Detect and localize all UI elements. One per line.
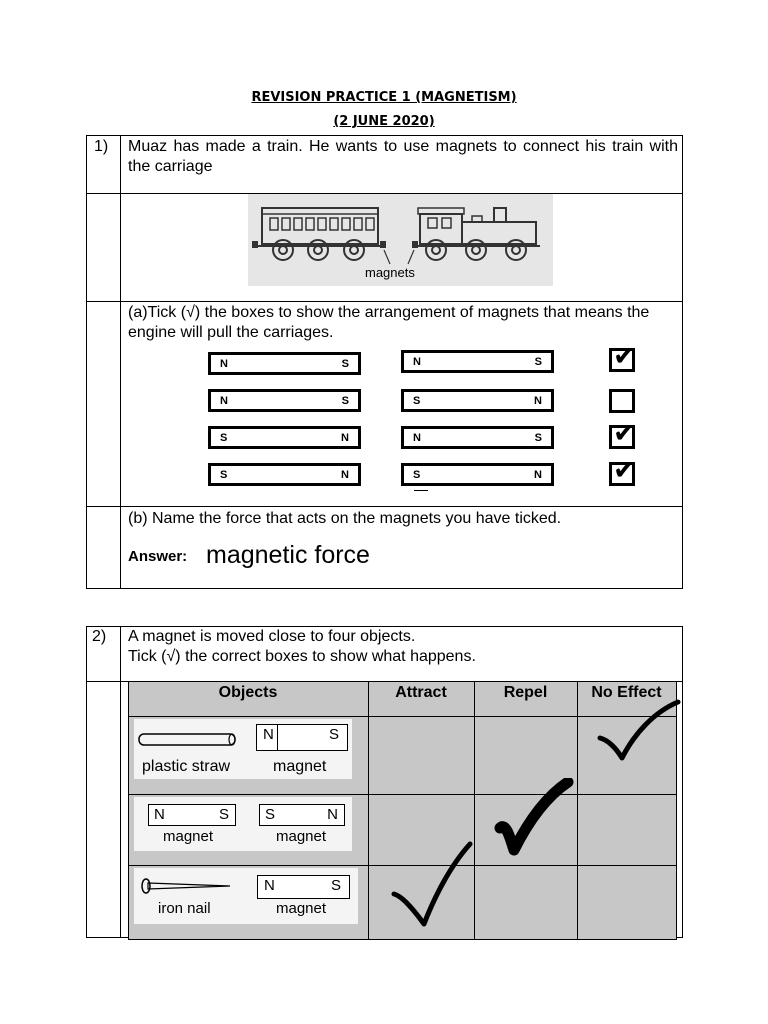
pole-label: N bbox=[220, 395, 228, 407]
header-no-effect: No Effect bbox=[591, 684, 662, 701]
pole-label: N bbox=[341, 469, 349, 481]
magnet-label: magnet bbox=[276, 900, 327, 917]
pole-label: N bbox=[534, 469, 542, 481]
pole-label: N bbox=[341, 432, 349, 444]
check-icon: ✔ bbox=[613, 455, 636, 486]
q2-column-divider bbox=[120, 626, 121, 938]
underline-mark bbox=[414, 490, 428, 491]
pole-label: S bbox=[413, 395, 421, 407]
pole-label: S bbox=[218, 806, 229, 823]
q1-row-divider bbox=[86, 506, 683, 507]
q2-line-1: A magnet is moved close to four objects. bbox=[128, 628, 416, 645]
pole-label: S bbox=[534, 432, 542, 444]
pole-label: S bbox=[220, 469, 228, 481]
page-title: REVISION PRACTICE 1 (MAGNETISM) bbox=[251, 90, 517, 105]
q1-number: 1) bbox=[94, 138, 109, 155]
tick-box-3[interactable] bbox=[609, 418, 636, 449]
pole-label: N bbox=[220, 358, 228, 370]
answer-value: magnetic force bbox=[206, 541, 370, 569]
pole-label: N bbox=[413, 432, 421, 444]
carriage-magnet bbox=[208, 463, 361, 486]
pole-label: N bbox=[413, 356, 421, 368]
pole-label: N bbox=[264, 877, 275, 894]
header-attract: Attract bbox=[395, 684, 447, 701]
pole-label: S bbox=[265, 806, 276, 823]
table-row-divider bbox=[128, 939, 677, 940]
pole-label: S bbox=[330, 877, 341, 894]
answer-label: Answer: bbox=[128, 548, 188, 565]
engine-magnet bbox=[401, 350, 554, 373]
tick-box-1[interactable] bbox=[609, 341, 636, 372]
q1-question-text: Muaz has made a train. He wants to use magnets to connect his train with the carriage bbox=[128, 138, 678, 175]
pole-label: S bbox=[328, 726, 339, 743]
table-column-divider bbox=[368, 682, 369, 940]
pole-label: N bbox=[263, 726, 274, 743]
check-icon bbox=[492, 778, 576, 858]
pole-label: N bbox=[327, 806, 338, 823]
q1-column-divider bbox=[120, 135, 121, 589]
engine-magnet bbox=[401, 463, 554, 486]
magnet-icon bbox=[256, 724, 348, 751]
pole-label: N bbox=[534, 395, 542, 407]
table-row-divider bbox=[128, 794, 677, 795]
header-repel: Repel bbox=[503, 684, 548, 701]
object-label: iron nail bbox=[158, 900, 211, 917]
tick-box-4[interactable] bbox=[609, 455, 636, 486]
pole-label: S bbox=[413, 469, 421, 481]
magnet-icon bbox=[257, 875, 350, 899]
carriage-magnet bbox=[208, 389, 361, 412]
check-icon bbox=[388, 840, 478, 932]
carriage-magnet bbox=[208, 426, 361, 449]
header-objects: Objects bbox=[218, 684, 278, 701]
table-column-divider bbox=[128, 682, 129, 940]
object-label: plastic straw bbox=[142, 758, 231, 775]
pole-label: S bbox=[534, 356, 542, 368]
check-icon: ✔ bbox=[613, 341, 636, 372]
engine-magnet bbox=[401, 389, 554, 412]
check-icon bbox=[594, 698, 684, 768]
check-icon: ✔ bbox=[613, 418, 636, 449]
table-column-divider bbox=[577, 682, 578, 940]
pole-label: S bbox=[341, 395, 349, 407]
q1-row-divider bbox=[86, 301, 683, 302]
magnet-icon bbox=[148, 804, 236, 826]
engine-magnet bbox=[401, 426, 554, 449]
magnet-icon bbox=[259, 804, 345, 826]
magnet-label: magnet bbox=[276, 828, 327, 845]
magnet-label: magnet bbox=[163, 828, 214, 845]
q1-part-a-text: (a)Tick (√) the boxes to show the arrangement of magnets that means the engine will pull the carriages. bbox=[128, 304, 650, 341]
magnet-label: magnet bbox=[273, 758, 327, 775]
q1-part-b-text: (b) Name the force that acts on the magnets you have ticked. bbox=[128, 510, 562, 527]
pole-label: N bbox=[154, 806, 165, 823]
pole-label: S bbox=[220, 432, 228, 444]
tick-box-2[interactable] bbox=[609, 389, 635, 413]
magnets-label: magnets bbox=[365, 265, 415, 280]
q2-line-2: Tick (√) the correct boxes to show what happens. bbox=[128, 648, 476, 665]
carriage-magnet bbox=[208, 352, 361, 375]
q2-number: 2) bbox=[92, 628, 107, 645]
pole-label: S bbox=[341, 358, 349, 370]
page-date: (2 JUNE 2020) bbox=[333, 114, 435, 129]
